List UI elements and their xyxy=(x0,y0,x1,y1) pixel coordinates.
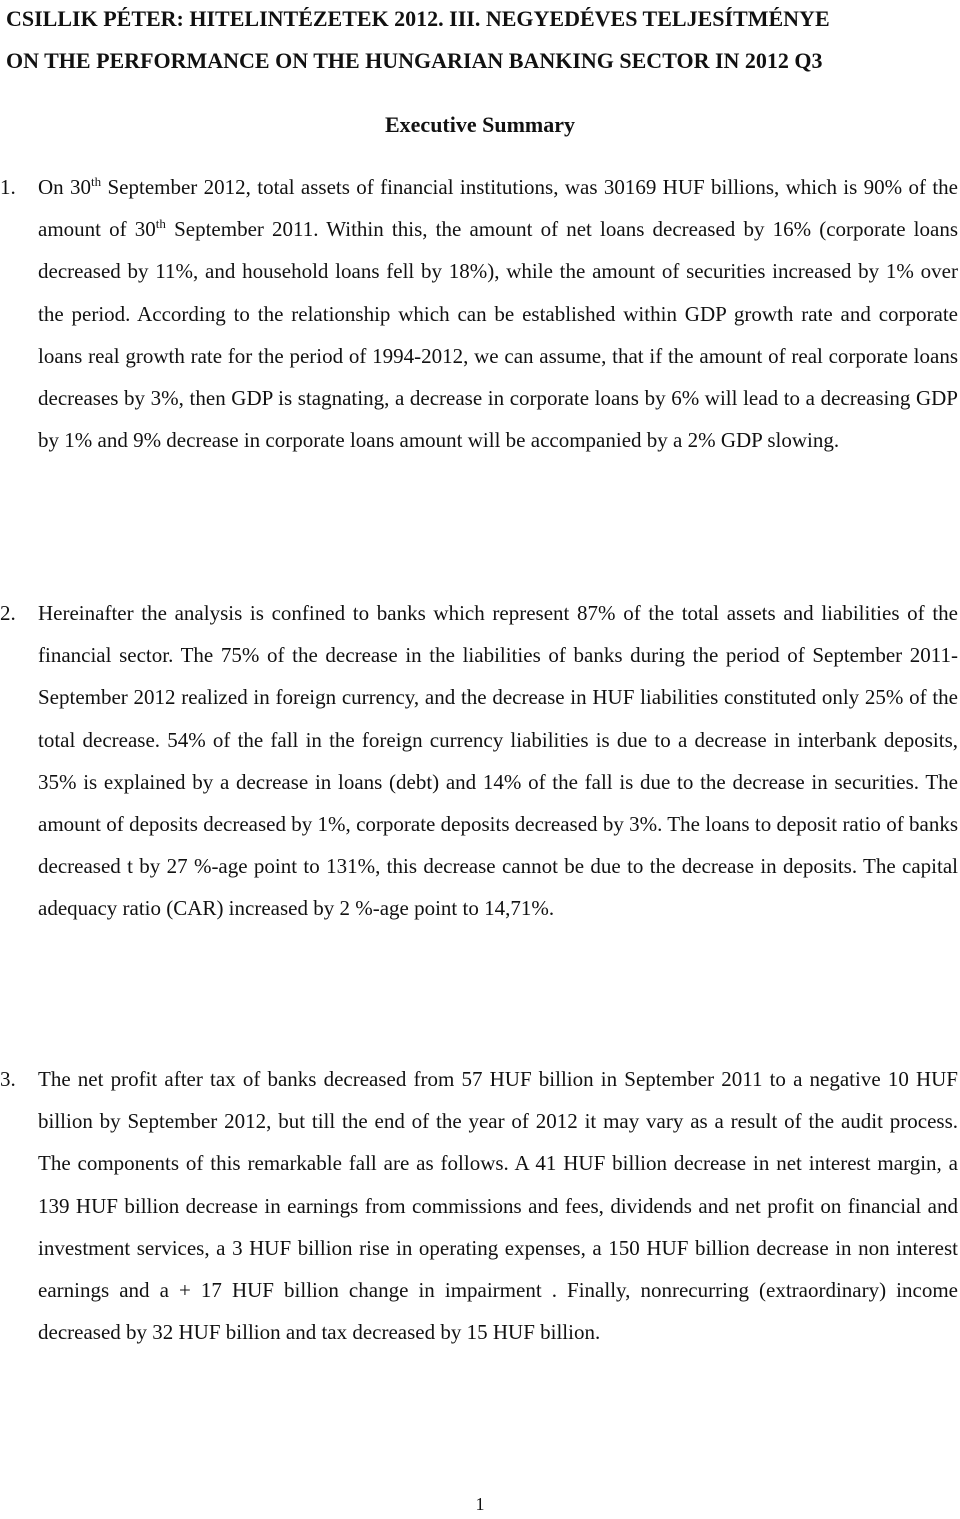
item-number: 1. xyxy=(0,175,16,199)
item-paragraph xyxy=(38,166,958,461)
item-paragraph: Hereinafter the analysis is confined to banks which represent 87% of the total assets and liabilities of the financial sector. The 75% of the decrease in the liabilities of banks during the period of September 2011- September 2012 realized in foreign currency, and the decrease in HUF liabilities constituted only 25% of the total decrease. 54% of the fall in the foreign currency liabilities is due to a decrease in interbank deposits, 35% is explained by a decrease in loans (debt) and 14% of the fall is due to the decrease in securities. The amount of deposits decreased by 1%, corporate deposits decreased by 3%. The loans to deposit ratio of banks decreased t by 27 %-age point to 131%, this decrease cannot be due to the decrease in deposits. The capital adequacy ratio (CAR) increased by 2 %-age point to 14,71%. xyxy=(38,601,958,921)
item-text-part: September 2012, total assets of financial institutions, was 30169 HUF billions, which is 90% of the amount of 30 xyxy=(38,175,958,242)
ordinal-suffix: th xyxy=(155,216,166,232)
item-number: 2. xyxy=(0,601,16,625)
item-number: 3. xyxy=(0,1067,16,1091)
section-heading-executive-summary: Executive Summary xyxy=(384,112,576,137)
document-title-hungarian: CSILLIK PÉTER: HITELINTÉZETEK 2012. III. NEGYEDÉVES TELJESÍTMÉNYE xyxy=(6,6,830,31)
summary-item-2 xyxy=(0,592,958,930)
document-title-english: ON THE PERFORMANCE ON THE HUNGARIAN BANKING SECTOR IN 2012 Q3 xyxy=(6,48,823,73)
ordinal-suffix: th xyxy=(91,174,102,189)
summary-item-1 xyxy=(0,166,958,461)
item-paragraph: The net profit after tax of banks decreased from 57 HUF billion in September 2011 to a negative 10 HUF billion by September 2012, but till the end of the year of 2012 it may vary as a result of the audit process. The components of this remarkable fall are as follows. A 41 HUF billion decrease in net interest margin, a 139 HUF billion decrease in earnings from commissions and fees, dividends and net profit on financial and investment services, a 3 HUF billion rise in operating expenses, a 150 HUF billion decrease in non interest earnings and a + 17 HUF billion change in impairment . Finally, nonrecurring (extraordinary) income decreased by 32 HUF billion and tax decreased by 15 HUF billion. xyxy=(38,1067,958,1345)
summary-item-3 xyxy=(0,1058,958,1353)
item-text-part: On 30 xyxy=(38,175,92,199)
item-text-part: September 2011. Within this, the amount of net loans decreased by 16% (corporate loans decreased by 11%, and household loans fell by 18%), while the amount of securities increased by 1% over the period. According to the relationship which can be established within GDP growth rate and corporate loans real growth rate for the period of 1994-2012, we can assume, that if the amount of real corporate loans decreases by 3%, then GDP is stagnating, a decrease in corporate loans by 6% will lead to a decreasing GDP by 1% and 9% decrease in corporate loans amount will be accompanied by a 2% GDP slowing. xyxy=(38,217,958,453)
page-number: 1 xyxy=(475,1494,485,1514)
